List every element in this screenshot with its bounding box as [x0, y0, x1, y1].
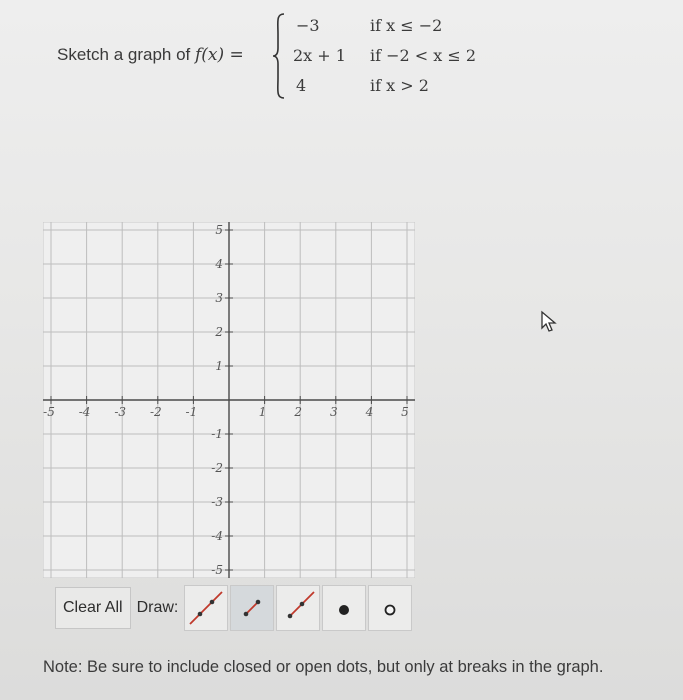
line-tool-button[interactable] — [184, 585, 228, 631]
x-tick-label: 1 — [258, 405, 267, 419]
closed-dot-icon — [324, 588, 364, 628]
piece-3-expr: 4 — [296, 76, 307, 95]
x-tick-label: 3 — [329, 405, 338, 419]
segment-tool-button[interactable] — [230, 585, 274, 631]
y-tick-label: -4 — [211, 529, 223, 543]
y-tick-label: 1 — [215, 359, 223, 373]
segment-icon — [232, 588, 272, 628]
x-tick-label: -4 — [78, 405, 91, 419]
ray-icon — [278, 588, 318, 628]
y-tick-label: 3 — [215, 291, 223, 305]
piece-1-expr: −3 — [296, 16, 320, 35]
y-tick-label: -3 — [211, 495, 223, 509]
mouse-cursor-icon — [540, 310, 558, 332]
problem-prompt — [57, 45, 244, 65]
prompt-text: Sketch a graph of — [57, 45, 191, 64]
x-tick-label: -2 — [149, 405, 162, 419]
line-icon — [186, 588, 226, 628]
piecewise-brace — [272, 12, 286, 100]
y-tick-label: -1 — [211, 427, 223, 441]
piece-1-condition: if x ≤ −2 — [370, 16, 443, 35]
problem-statement — [0, 0, 683, 110]
graph-canvas[interactable] — [43, 222, 415, 578]
y-tick-label: -2 — [211, 461, 223, 475]
graph-toolbar — [55, 585, 412, 632]
ray-tool-button[interactable] — [276, 585, 320, 631]
x-tick-label: -5 — [43, 405, 55, 419]
y-tick-label: 2 — [215, 325, 223, 339]
closed-dot-tool-button[interactable] — [322, 585, 366, 631]
open-dot-icon — [370, 588, 410, 628]
draw-label: Draw: — [136, 599, 179, 616]
y-tick-label: 5 — [215, 223, 223, 237]
graph-svg[interactable] — [43, 222, 415, 578]
piece-3-condition: if x > 2 — [370, 76, 429, 95]
instruction-note: Note: Be sure to include closed or open dots, but only at breaks in the graph. — [43, 658, 604, 676]
open-dot-tool-button[interactable] — [368, 585, 412, 631]
y-tick-label: 4 — [215, 257, 223, 271]
piece-2-condition: if −2 < x ≤ 2 — [370, 46, 477, 65]
piece-2-expr: 2x + 1 — [293, 46, 346, 65]
y-tick-label: -5 — [211, 563, 223, 577]
x-tick-label: -3 — [114, 405, 127, 419]
x-tick-label: 2 — [294, 405, 303, 419]
function-label: f(x) = — [195, 45, 244, 65]
x-tick-label: 4 — [365, 405, 374, 419]
x-tick-label: -1 — [185, 405, 198, 419]
x-tick-label: 5 — [401, 405, 409, 419]
clear-all-button[interactable]: Clear All — [55, 587, 131, 629]
